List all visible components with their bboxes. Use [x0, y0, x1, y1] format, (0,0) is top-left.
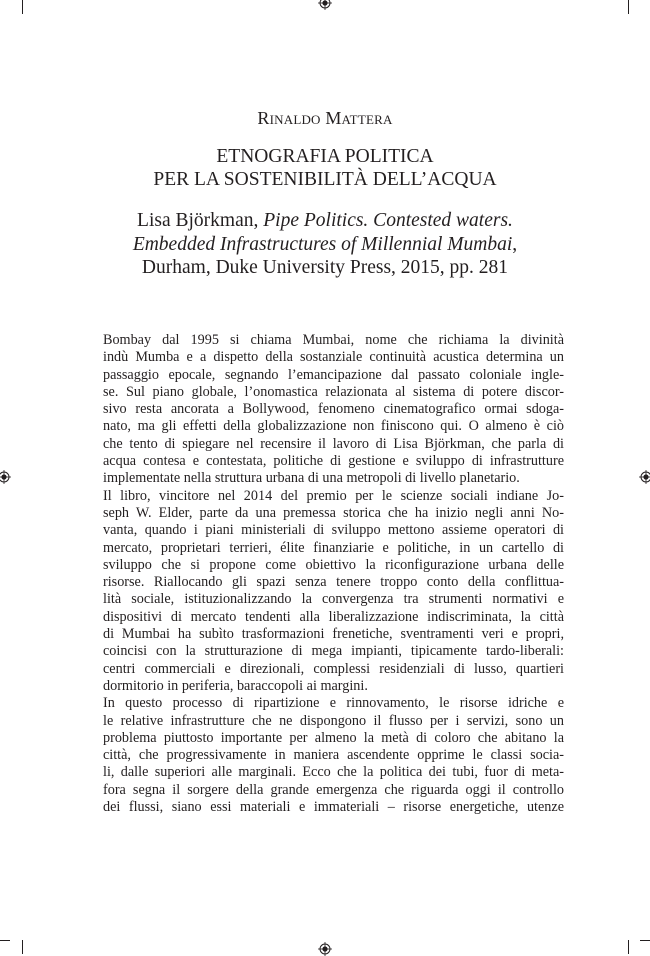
crop-mark-bottom-left-h: [0, 940, 10, 941]
text-line: Il libro, vincitore nel 2014 del premio per le scienze sociali indiane Jo-: [103, 487, 564, 504]
text-line: di Mumbai ha subìto trasformazioni frenetiche, sventramenti veri e propri,: [103, 626, 564, 643]
text-line: le relative infrastrutture che ne dispongono il flusso per i servizi, sono un: [103, 712, 564, 729]
text-line: In questo processo di ripartizione e rinnovamento, le risorse idriche e: [103, 695, 564, 712]
text-line: dei flussi, siano essi materiali e immateriali – risorse energetiche, utenze: [103, 799, 564, 816]
registration-mark-right-icon: [639, 470, 650, 484]
crop-mark-bottom-right-h: [640, 940, 650, 941]
paragraph: [87, 695, 564, 816]
article-title-line: ETNOGRAFIA POLITICA: [216, 146, 434, 167]
text-line: sviluppo che si propone come obiettivo la riconfigurazione urbana delle: [103, 556, 564, 573]
article-title-line: PER LA SOSTENIBILITÀ DELL’ACQUA: [153, 169, 497, 190]
text-line: nato, ma gli effetti della globalizzazione non finiscono qui. O almeno è ciò: [103, 418, 564, 435]
text-line: li, dalle superiori alle marginali. Ecco che la politica dei tubi, fuor di meta-: [103, 764, 564, 781]
text-line: vanta, quando i piani ministeriali di sviluppo mettono assieme operatori di: [103, 522, 564, 539]
text-line: risorse. Riallocando gli spazi senza tenere troppo conto della conflittua-: [103, 574, 564, 591]
text-line: città, che progressivamente in maniera ascendente opprime le classi socia-: [103, 747, 564, 764]
text-line: acqua contesa e contestata, politiche di gestione e sviluppo di infrastrutture: [103, 453, 564, 470]
text-line: lità sociale, istituzionalizzando la convergenza tra strumenti normativi e: [103, 591, 564, 608]
book-publication-info: Durham, Duke University Press, 2015, pp. 281: [141, 257, 509, 278]
paragraph: [87, 488, 564, 696]
book-author: Lisa Björkman,: [137, 210, 264, 231]
text-line: coincisi con la strutturazione di mega impianti, tipicamente tardo-liberali:: [103, 643, 564, 660]
text-line: passaggio epocale, segnando l’emancipazione dal passato coloniale ingle-: [103, 366, 564, 383]
registration-mark-left-icon: [0, 470, 11, 484]
text-line: mercato, proprietari terrieri, élite finanziarie e politiche, in un cartello di: [103, 539, 564, 556]
crop-mark-top-left: [22, 0, 23, 14]
paragraph: [87, 332, 564, 488]
reviewed-book-reference: [0, 209, 650, 280]
text-line: problema piuttosto importante per almeno la metà di coloro che abitano la: [103, 729, 564, 746]
book-title-punctuation: ,: [512, 233, 518, 255]
text-line: che tento di spiegare nel recensire il lavoro di Lisa Björkman, che parla di: [103, 435, 564, 452]
registration-mark-top-icon: [318, 0, 332, 10]
text-line: fora segna il sorgere della grande emergenza che riguarda oggi il controllo: [103, 781, 564, 798]
book-title-part: Pipe Politics. Contested waters.: [263, 210, 513, 231]
book-reference-line-1: [0, 209, 650, 233]
book-title-part: Embedded Infrastructures of Millennial Mumbai: [132, 233, 513, 255]
text-line: implementate nella struttura urbana di una metropoli di livello planetario.: [103, 470, 520, 487]
article-author: Rinaldo Mattera: [257, 108, 393, 128]
article-body: [87, 332, 564, 816]
crop-mark-bottom-left-v: [22, 940, 23, 954]
text-line: sivo resta ancorata a Bollywood, fenomeno cinematografico ormai sdoga-: [103, 401, 564, 418]
text-line: se. Sul piano globale, l’onomastica relazionata al sistema di potere discor-: [103, 383, 564, 400]
article-title: [0, 145, 650, 191]
text-line: dispositivi di mercato tendenti alla liberalizzazione indiscriminata, la città: [103, 608, 564, 625]
text-line: Bombay dal 1995 si chiama Mumbai, nome che richiama la divinità: [103, 332, 564, 348]
text-line: indù Mumba e a dispetto della sostanziale continuità acustica determina un: [103, 349, 564, 366]
crop-mark-bottom-right-v: [628, 940, 629, 954]
text-line: dormitorio in periferia, baraccopoli ai margini.: [103, 677, 368, 694]
text-line: centri commerciali e direzionali, complessi residenziali di lusso, quartieri: [103, 660, 564, 677]
book-reference-line-2: [0, 233, 650, 257]
text-line: seph W. Elder, parte da una premessa storica che ha inizio negli anni No-: [103, 504, 564, 521]
crop-mark-top-right: [628, 0, 629, 14]
